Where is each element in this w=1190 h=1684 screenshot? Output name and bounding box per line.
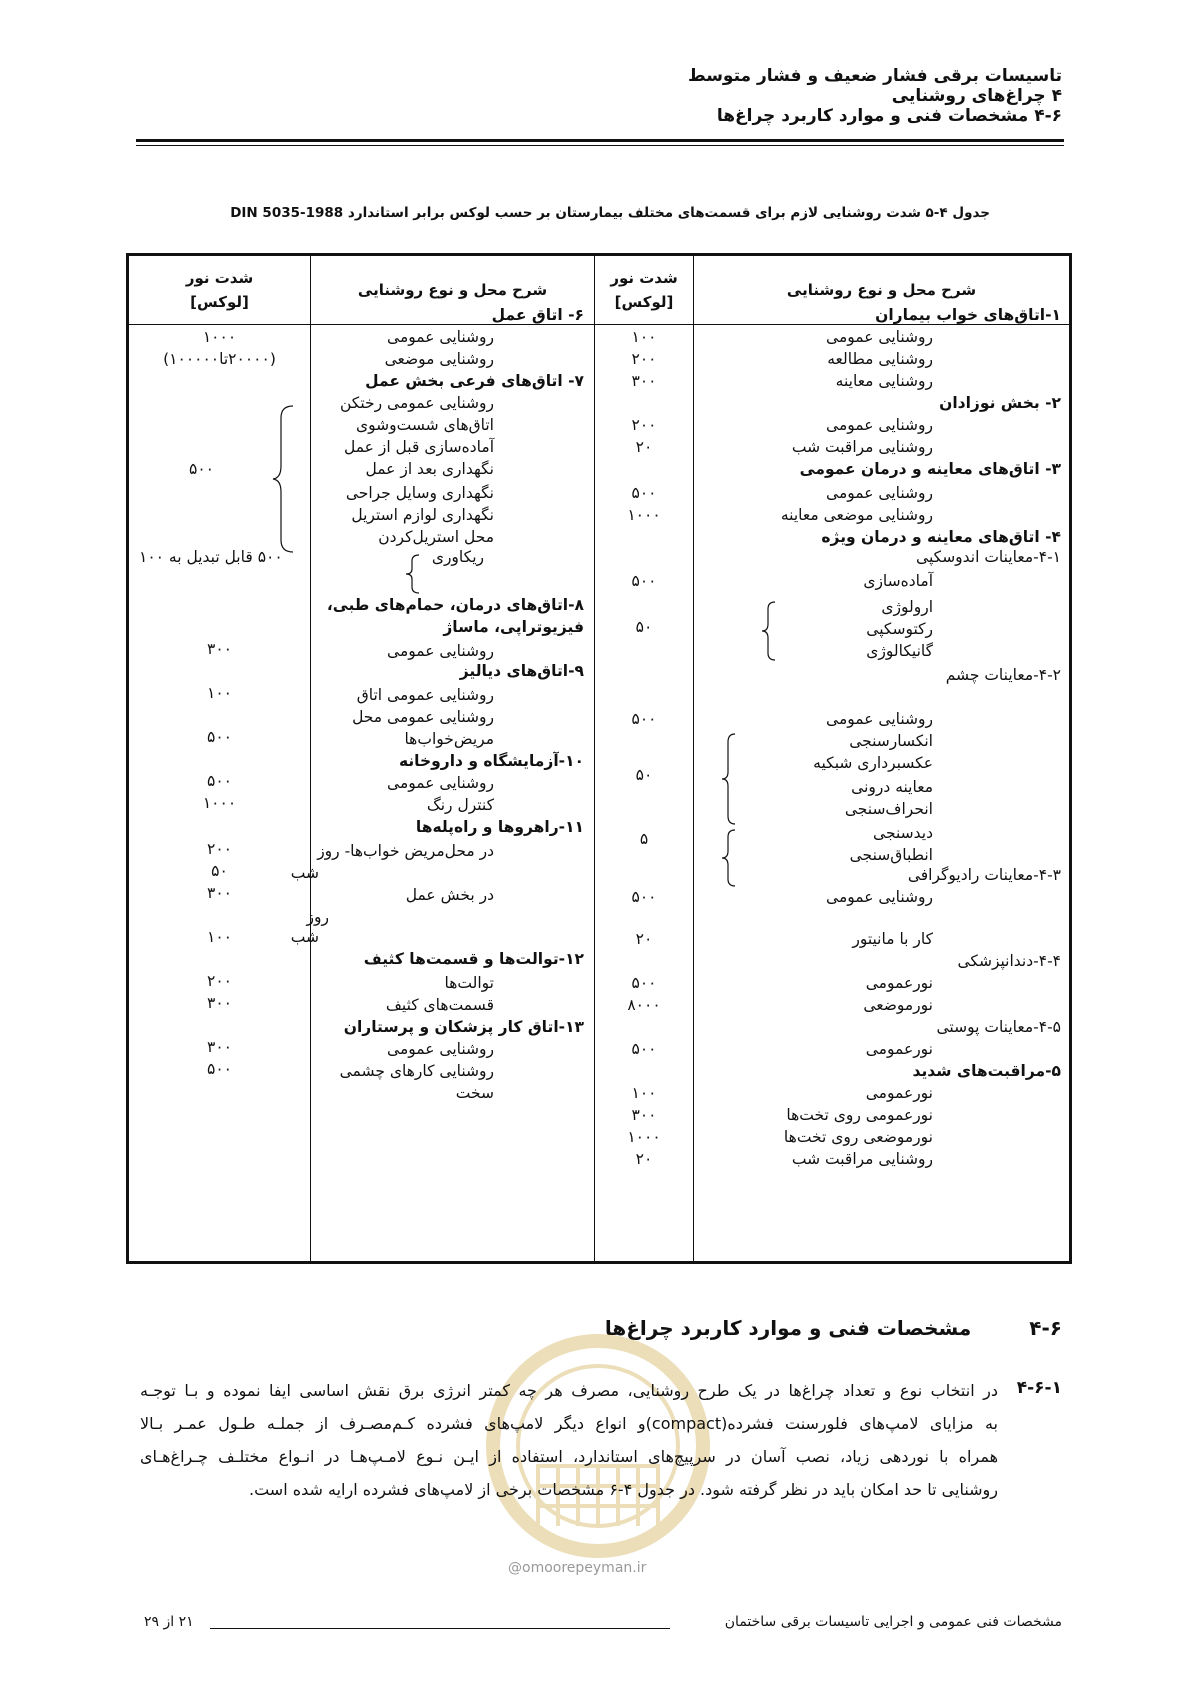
row-desc: ۹-اتاق‌های دیالیز — [459, 662, 584, 680]
row-desc: روشنایی مراقبت شب — [791, 438, 933, 456]
row-desc: گانیکالوژی — [866, 642, 933, 660]
row-lux: ۲۰ — [635, 930, 653, 948]
row-desc: انکسارسنجی — [849, 732, 933, 750]
row-desc: آماده‌سازی قبل از عمل — [343, 438, 494, 456]
row-desc: کنترل رنگ — [426, 796, 494, 814]
header-line-3: ۴-۶ مشخصات فنی و موارد کاربرد چراغ‌ها — [716, 106, 1062, 126]
row-desc: اتاق‌های شست‌وشوی — [356, 416, 494, 434]
brace-icon — [719, 732, 739, 826]
row-desc: نورموضعی — [863, 996, 933, 1014]
row-desc: روشنایی عمومی — [826, 888, 933, 906]
row-desc: ۳- اتاق‌های معاینه و درمان عمومی — [799, 460, 1061, 478]
row-desc: روشنایی عمومی رختکن — [340, 394, 494, 412]
row-lux: ۲۰ — [635, 1150, 653, 1168]
row-lux: ۲۰۰ — [631, 350, 657, 368]
row-lux: ۲۰۰ — [207, 972, 232, 990]
row-desc: روشنایی عمومی — [826, 710, 933, 728]
row-desc: ۴-۳-معاینات رادیوگرافی — [907, 866, 1061, 884]
row-lux: ۱۰۰۰ — [627, 506, 661, 524]
row-desc: ارولوژی — [881, 598, 933, 616]
row-desc: روشنایی عمومی — [387, 774, 494, 792]
row-lux: ۳۰۰ — [207, 1038, 232, 1056]
row-desc: ۱۰-آزمایشگاه و داروخانه — [398, 752, 584, 770]
row-desc: انطباق‌سنجی — [849, 846, 933, 864]
paragraph-line: به مزایای لامپ‌های فلورسنت فشرده(compact)و انواع دیگر لامپ‌های فشرده کـم‌مصـرف از جملـه طـول عمـر بـالا — [140, 1414, 998, 1433]
row-lux: ۵۰۰ — [631, 572, 657, 590]
row-desc: روشنایی عمومی — [826, 328, 933, 346]
row-desc: ۶- اتاق عمل — [491, 306, 584, 324]
row-lux: ۵۰۰ — [189, 460, 214, 478]
row-lux: ۵۰۰ — [631, 974, 657, 992]
row-desc: آماده‌سازی — [863, 572, 933, 590]
row-lux: ۵۰۰ — [631, 484, 657, 502]
row-desc: دیدسنجی — [873, 824, 933, 842]
section-title: مشخصات فنی و موارد کاربرد چراغ‌ها — [604, 1316, 972, 1340]
row-desc: روشنایی عمومی — [826, 484, 933, 502]
header-rule-thick — [136, 139, 1064, 142]
row-lux: ۱۰۰ — [207, 928, 232, 946]
row-desc: ۱۱-راهروها و راه‌پله‌ها — [415, 818, 584, 836]
row-desc: ۱۲-توالت‌ها و قسمت‌ها کثیف — [363, 950, 584, 968]
row-desc: قسمت‌های کثیف — [385, 996, 494, 1014]
row-desc: ۲- بخش نوزادان — [939, 394, 1061, 412]
header-lux-right: شدت نور [لوکس] — [610, 269, 678, 311]
table-divider — [310, 256, 311, 1261]
header-line-1: تاسیسات برقی فشار ضعیف و فشار متوسط — [687, 66, 1062, 86]
row-desc: روشنایی عمومی اتاق — [356, 686, 494, 704]
row-lux: ۳۰۰ — [207, 994, 232, 1012]
row-lux: ۱۰۰ — [631, 1084, 657, 1102]
row-lux: ۵ — [639, 830, 649, 848]
row-desc: ۴-۱-معاینات اندوسکپی — [916, 548, 1061, 566]
row-desc: ۱۳-اتاق کار پزشکان و پرستاران — [343, 1018, 584, 1036]
brace-icon — [403, 553, 423, 595]
section-number: ۴-۶ — [1029, 1316, 1062, 1340]
brace-icon — [719, 828, 739, 888]
row-desc: فیزیوتراپی، ماساژ — [443, 618, 584, 636]
row-desc: نورعمومی — [865, 1040, 933, 1058]
row-desc: نورعمومی — [865, 974, 933, 992]
row-lux: ۵۰۰ قابل تبدیل به ۱۰۰ — [139, 548, 283, 566]
row-lux: ۵۰۰ — [631, 710, 657, 728]
row-desc: انحراف‌سنجی — [844, 800, 933, 818]
row-lux: ۲۰۰ — [631, 416, 657, 434]
row-lux: ۱۰۰ — [207, 684, 232, 702]
row-desc: روشنایی مطالعه — [827, 350, 933, 368]
row-lux: ۵۰ — [635, 618, 653, 636]
row-desc: نگهداری لوازم استریل — [351, 506, 494, 524]
row-lux: ۱۰۰۰ — [202, 794, 237, 812]
row-desc: رکتوسکپی — [866, 620, 933, 638]
row-desc: ۴-۵-معاینات پوستی — [936, 1018, 1061, 1036]
row-desc: روشنایی موضعی — [384, 350, 494, 368]
row-desc: ۸-اتاق‌های درمان، حمام‌های طبی، — [326, 596, 584, 614]
paragraph-line: روشنایی تا حد امکان باید در نظر گرفته شود. در جدول ۴-۶ مشخصات برخی از لامپ‌های فشرده ارایه شده است. — [248, 1480, 998, 1499]
row-desc: روشنایی معاینه — [835, 372, 933, 390]
row-lux: ۳۰۰ — [631, 372, 657, 390]
row-desc: معاینه درونی — [851, 778, 933, 796]
watermark-text: @omoorepeyman.ir — [508, 1560, 647, 1576]
header-rule-thin — [136, 145, 1064, 146]
row-lux: ۲۰۰ — [207, 840, 232, 858]
row-desc: روشنایی عمومی محل — [352, 708, 494, 726]
row-lux: (۲۰۰۰۰تا۱۰۰۰۰۰) — [163, 350, 276, 368]
table-caption: جدول ۴-۵ شدت روشنایی لازم برای قسمت‌های مختلف بیمارستان بر حسب لوکس برابر استاندارد DIN 5035-1988 — [230, 205, 990, 221]
header-lux-left: شدت نور [لوکس] — [185, 269, 254, 311]
row-lux: ۱۰۰۰ — [202, 328, 237, 346]
row-desc: روشنایی عمومی — [826, 416, 933, 434]
paragraph-body — [140, 1374, 998, 1506]
row-desc: عکسبرداری شبکیه — [813, 754, 933, 772]
table-divider — [693, 256, 694, 1261]
row-desc: ریکاوری — [431, 548, 484, 566]
row-lux: ۵۰۰ — [631, 888, 657, 906]
row-desc: ۴-۴-دندانپزشکی — [957, 952, 1061, 970]
row-desc: محل استریل‌کردن — [378, 528, 494, 546]
row-lux: ۱۰۰۰ — [627, 1128, 661, 1146]
brace-icon — [759, 600, 779, 662]
row-desc: در بخش عمل — [405, 886, 494, 904]
row-desc: روشنایی عمومی — [387, 328, 494, 346]
row-desc: نورعمومی — [865, 1084, 933, 1102]
row-desc: روشنایی عمومی — [387, 642, 494, 660]
page-number: ۲۱ از ۲۹ — [144, 1614, 194, 1630]
row-desc: مریض‌خواب‌ها — [404, 730, 494, 748]
row-desc: نورعمومی روی تخت‌ها — [786, 1106, 933, 1124]
row-lux: ۵۰۰ — [207, 728, 232, 746]
row-lux: ۵۰۰ — [631, 1040, 657, 1058]
row-desc: ۵-مراقبت‌های شدید — [912, 1062, 1061, 1080]
header-desc-right: شرح محل و نوع روشنایی — [786, 281, 977, 299]
row-lux: ۳۰۰ — [207, 640, 232, 658]
footer-title: مشخصات فنی عمومی و اجرایی تاسیسات برقی ساختمان — [724, 1614, 1062, 1630]
paragraph-line: همراه با نوردهی زیاد، نصب آسان در سرپیچ‌های استاندارد، استفاده از ایـن نـوع لامـپ‌هـا در انـواع مختلـف چـراغ‌هـای — [140, 1447, 998, 1466]
row-desc: شب — [290, 928, 319, 946]
row-lux: ۲۰ — [635, 438, 653, 456]
row-desc: توالت‌ها — [444, 974, 494, 992]
row-lux: ۱۰۰ — [631, 328, 657, 346]
row-lux: ۸۰۰۰ — [627, 996, 661, 1014]
row-lux: ۵۰ — [211, 862, 228, 880]
row-desc: روشنایی مراقبت شب — [791, 1150, 933, 1168]
row-lux: ۳۰۰ — [631, 1106, 657, 1124]
row-lux: ۵۰۰ — [207, 772, 232, 790]
paragraph-line: در انتخاب نوع و تعداد چراغ‌ها در یک طرح روشنایی، مصرف هر چه کمتر انرژی برق نقش اساسی ایفا نموده و بـا توجـه — [140, 1381, 998, 1400]
paragraph-number: ۴-۶-۱ — [1016, 1378, 1062, 1398]
row-desc: نگهداری بعد از عمل — [365, 460, 494, 478]
row-desc: کار با مانیتور — [852, 930, 933, 948]
row-desc: شب — [290, 864, 319, 882]
row-lux: ۵۰۰ — [207, 1060, 232, 1078]
header-line-2: ۴ چراغ‌های روشنایی — [891, 86, 1062, 106]
lux-table — [126, 253, 1072, 1264]
row-desc: ۱-اتاق‌های خواب بیماران — [875, 306, 1061, 324]
row-lux: ۵۰ — [635, 766, 653, 784]
row-desc: سخت — [455, 1084, 494, 1102]
row-desc: روشنایی کارهای چشمی — [339, 1062, 494, 1080]
row-desc: ۴- اتاق‌های معاینه و درمان ویژه — [821, 528, 1061, 546]
row-desc: ۴-۲-معاینات چشم — [945, 666, 1061, 684]
row-desc: روشنایی موضعی معاینه — [780, 506, 933, 524]
header-desc-left: شرح محل و نوع روشنایی — [357, 281, 548, 299]
brace-icon — [271, 404, 297, 554]
row-desc: نگهداری وسایل جراحی — [345, 484, 494, 502]
row-desc: نورموضعی روی تخت‌ها — [783, 1128, 933, 1146]
row-desc: در محل‌مریض خواب‌ها- روز — [317, 842, 494, 860]
footer-rule — [210, 1628, 670, 1629]
row-desc: ۷- اتاق‌های فرعی بخش عمل — [365, 372, 584, 390]
page-header — [362, 66, 1062, 126]
row-desc: روشنایی عمومی — [387, 1040, 494, 1058]
row-desc: روز — [306, 908, 329, 926]
row-lux: ۳۰۰ — [207, 884, 232, 902]
